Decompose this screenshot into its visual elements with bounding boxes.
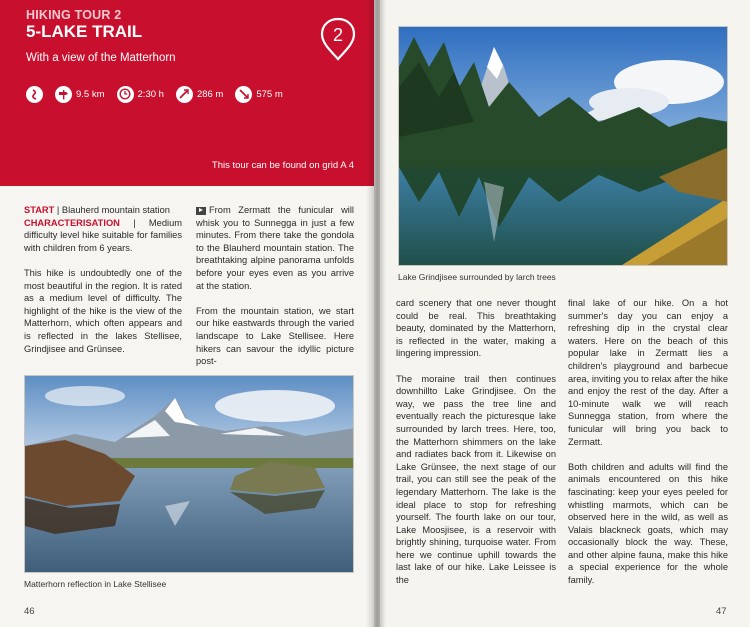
route-icon bbox=[26, 86, 43, 103]
descent-value: 575 m bbox=[256, 88, 283, 100]
tour-stats bbox=[26, 84, 295, 104]
right-column-2 bbox=[568, 297, 728, 599]
final-lake-paragraph: final lake of our hike. On a hot summer's day you can enjoy a refreshing dip in the crystal clear waters. Here on the beach of this popular lake in Zermatt lies a children's playground and barbecue area, inviting you to relax after the hike and enjoy the rest of the day. After a 10-minute walk we will reach Sunnegga station, from where the funicular will bring you back to Zermatt. bbox=[568, 298, 728, 447]
map-pin-icon bbox=[318, 16, 358, 62]
descent-icon bbox=[235, 86, 252, 103]
tour-label: HIKING TOUR 2 bbox=[26, 8, 122, 22]
start-label: START bbox=[24, 205, 55, 215]
left-page bbox=[0, 0, 374, 627]
stellisee-photo bbox=[24, 375, 354, 573]
ascent-icon bbox=[176, 86, 193, 103]
intro-paragraph: This hike is undoubtedly one of the most beautiful in the region. It is rated as a medium level of difficulty. The highlight of the hike is the view of the Matterhorn, which often appears and is reflected in the lakes Stellisee, Grindjisee and Grünsee. bbox=[24, 267, 182, 354]
characterisation-label: CHARACTERISATION bbox=[24, 217, 120, 228]
lakes-paragraph: The moraine trail then continues downhillto Lake Grindjisee. On the way, we pass the tree line and eventually reach the picturesque lake surrounded by larch trees. Here, too, the Matterhorn shimmers on the lake and radiates back from it. Likewise on Lake Grünsee, the next stage of our trail, you can still see the peak of the legendary Matterhorn. The lake is the ideal place to stop for refreshing yourself. The fourth lake on our tour, Lake Moosjisee, is a reservoir with brightly shining, turquoise water. From here we continue uphill towards the last lake of our hike. Lake Leissee is the bbox=[396, 373, 556, 586]
access-paragraph: From Zermatt the funicular will whisk you to Sunnegga in just a few minutes. From there take the gondola to the Blauherd mountain station. The breathtaking alpine panorama unfolds before your eyes even as you arrive at the station. bbox=[196, 205, 354, 291]
distance-value: 9.5 km bbox=[76, 88, 105, 100]
fauna-paragraph: Both children and adults will find the animals encountered on this hike fascinating: keep your eyes peeled for whistling marmots, which can be observed here in the wild, as well as Valais blackneck goats, which may occasionally block the way. These, and other alpine fauna, make this hike a special experience for the whole family. bbox=[568, 461, 728, 586]
stellisee-caption: Matterhorn reflection in Lake Stellisee bbox=[24, 579, 167, 589]
tour-number: 2 bbox=[332, 25, 344, 45]
signpost-icon bbox=[55, 86, 72, 103]
route-start-paragraph: From the mountain station, we start our hike eastwards through the varied landscape to Lake Stellisee. Here hikers can savour the idyllic picture post- bbox=[196, 305, 354, 367]
left-column-2 bbox=[196, 204, 354, 380]
grid-note: This tour can be found on grid A 4 bbox=[211, 160, 354, 171]
clock-icon bbox=[117, 86, 134, 103]
grindjisee-caption: Lake Grindjisee surrounded by larch trees bbox=[398, 272, 556, 282]
page-number-right: 47 bbox=[716, 606, 727, 617]
scenery-paragraph: card scenery that one never thought could be real. This breathtaking beauty, dominated by the Matterhorn, is reflected in the water, making a lingering impression. bbox=[396, 298, 556, 359]
tour-header-band bbox=[0, 0, 374, 186]
start-value: | Blauherd mountain station bbox=[56, 205, 170, 215]
duration-value: 2:30 h bbox=[137, 88, 164, 100]
page-number-left: 46 bbox=[24, 606, 35, 617]
grindjisee-photo bbox=[398, 26, 728, 266]
right-column-1 bbox=[396, 297, 556, 599]
ascent-value: 286 m bbox=[196, 88, 224, 100]
characterisation-value: | Medium difficulty level hike suitable for families with children from 6 years. bbox=[24, 217, 182, 253]
right-page bbox=[380, 0, 750, 627]
tour-title: 5-LAKE TRAIL bbox=[26, 22, 143, 41]
funicular-icon bbox=[196, 207, 206, 215]
tour-subtitle: With a view of the Matterhorn bbox=[26, 52, 176, 64]
book-gutter bbox=[366, 0, 386, 627]
left-column-1 bbox=[24, 204, 182, 368]
